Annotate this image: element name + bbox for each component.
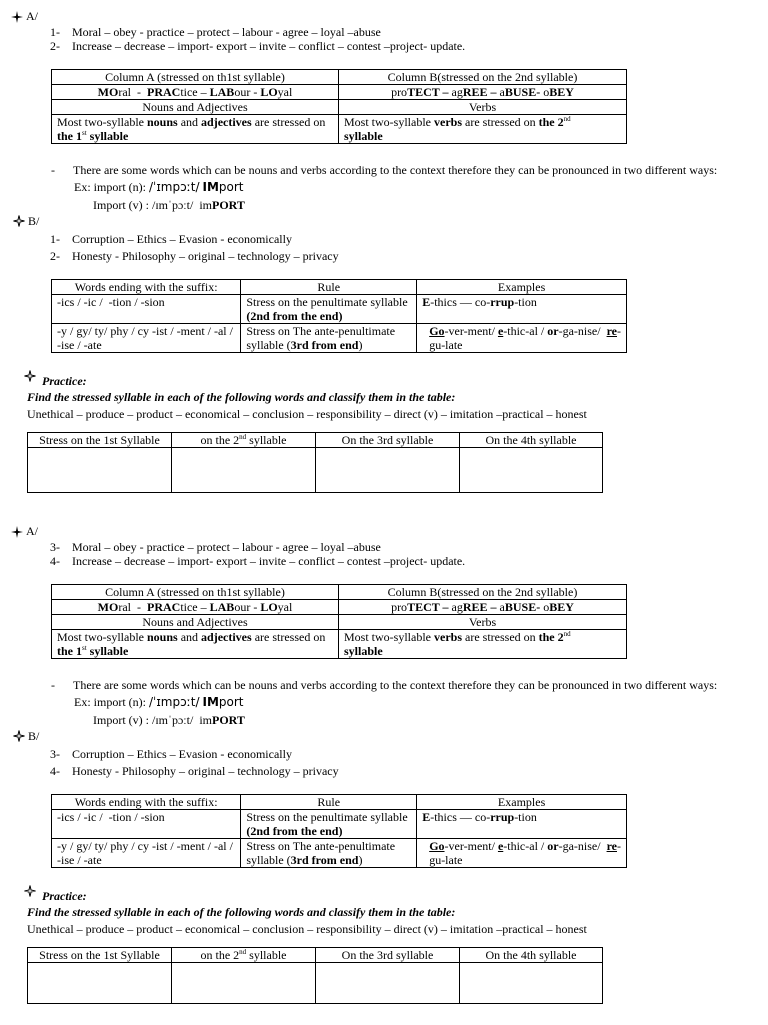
table-row <box>52 70 627 85</box>
list-item: 3- <box>50 540 60 554</box>
table-row <box>52 295 627 324</box>
four-point-star-outline-icon <box>24 370 36 382</box>
table-row <box>52 100 627 115</box>
list-item-text: Increase – decrease – import- export – invite – conflict – contest –project- update. <box>72 39 466 53</box>
column-a-words: MOral - PRACtice – LABour - LOyal <box>52 85 339 100</box>
category-label: Verbs <box>339 615 627 630</box>
table-header: On the 4th syllable <box>460 433 603 448</box>
rule-cell: Stress on The ante-penultimate syllable (3rd from end) <box>241 839 417 868</box>
practice-table <box>27 947 603 1004</box>
suffix-cell: -ics / -ic / -tion / -sion <box>52 810 241 839</box>
column-b-rule: Most two-syllable verbs are stressed on the 2nd syllable <box>339 115 627 144</box>
table-row <box>52 280 627 295</box>
table-row <box>52 839 627 868</box>
table-header: Words ending with the suffix: <box>52 795 241 810</box>
stress-columns-table <box>51 69 627 144</box>
stress-columns-table <box>51 584 627 659</box>
practice-instruction: Find the stressed syllable in each of the following words and classify them in the table: <box>27 905 456 919</box>
rule-cell: Stress on The ante-penultimate syllable (3rd from end) <box>241 324 417 353</box>
examples-cell: E-thics — co-rrup-tion <box>417 810 627 839</box>
table-header: Rule <box>241 795 417 810</box>
list-item: 3- <box>50 747 60 761</box>
four-point-star-outline-icon <box>24 885 36 897</box>
examples-cell: Go-ver-ment/ e-thic-al / or-ga-nise/ re-gu-late <box>417 839 627 868</box>
practice-words: Unethical – produce – product – economical – conclusion – responsibility – direct (v) – imitation –practical – honest <box>27 922 587 936</box>
example-noun: Ex: import (n): /ˈɪmpɔːt/ IMport <box>74 180 244 194</box>
answer-cell[interactable] <box>172 963 316 1004</box>
examples-cell: Go-ver-ment/ e-thic-al / or-ga-nise/ re-gu-late <box>417 324 627 353</box>
four-point-star-outline-icon <box>13 730 25 742</box>
table-row <box>52 85 627 100</box>
suffix-rules-table <box>51 794 627 868</box>
list-item: 2- <box>50 249 60 263</box>
list-item-text: Honesty - Philosophy – original – technology – privacy <box>72 249 339 263</box>
list-item-text: Honesty - Philosophy – original – technology – privacy <box>72 764 339 778</box>
table-row <box>52 585 627 600</box>
list-item-text: Increase – decrease – import- export – invite – conflict – contest –project- update. <box>72 554 466 568</box>
table-row <box>28 948 603 963</box>
table-header: On the 4th syllable <box>460 948 603 963</box>
suffix-rules-table <box>51 279 627 353</box>
note-text: There are some words which can be nouns and verbs according to the context therefore they can be pronounced in two different ways: <box>73 678 718 692</box>
column-b-words: proTECT – agREE – aBUSE- oBEY <box>339 600 627 615</box>
section-a-label: A/ <box>26 524 38 538</box>
answer-cell[interactable] <box>172 448 316 493</box>
category-label: Verbs <box>339 100 627 115</box>
practice-title: Practice: <box>42 889 87 903</box>
four-point-star-icon <box>11 11 23 23</box>
answer-cell[interactable] <box>316 963 460 1004</box>
column-a-words: MOral - PRACtice – LABour - LOyal <box>52 600 339 615</box>
table-header: Column A (stressed on th1st syllable) <box>52 585 339 600</box>
column-b-words: proTECT – agREE – aBUSE- oBEY <box>339 85 627 100</box>
four-point-star-outline-icon <box>13 215 25 227</box>
section-b-label: B/ <box>28 729 40 743</box>
table-row <box>52 795 627 810</box>
answer-cell[interactable] <box>316 448 460 493</box>
table-header: Column A (stressed on th1st syllable) <box>52 70 339 85</box>
example-verb: Import (v) : /ɪmˈpɔːt/ imPORT <box>93 198 245 212</box>
table-row <box>52 115 627 144</box>
rule-cell: Stress on the penultimate syllable (2nd from the end) <box>241 295 417 324</box>
table-row <box>28 963 603 1004</box>
rule-cell: Stress on the penultimate syllable (2nd from the end) <box>241 810 417 839</box>
answer-cell[interactable] <box>28 963 172 1004</box>
table-row <box>28 448 603 493</box>
practice-table <box>27 432 603 493</box>
table-header: Examples <box>417 795 627 810</box>
practice-instruction: Find the stressed syllable in each of the following words and classify them in the table: <box>27 390 456 404</box>
table-row <box>52 615 627 630</box>
list-item: 1- <box>50 25 60 39</box>
column-b-rule: Most two-syllable verbs are stressed on the 2nd syllable <box>339 630 627 659</box>
table-row <box>52 630 627 659</box>
answer-cell[interactable] <box>460 448 603 493</box>
suffix-cell: -y / gy/ ty/ phy / cy -ist / -ment / -al / -ise / -ate <box>52 839 241 868</box>
table-header: Stress on the 1st Syllable <box>28 948 172 963</box>
table-row <box>52 810 627 839</box>
list-item-text: Moral – obey - practice – protect – labour - agree – loyal –abuse <box>72 25 381 39</box>
suffix-cell: -y / gy/ ty/ phy / cy -ist / -ment / -al / -ise / -ate <box>52 324 241 353</box>
category-label: Nouns and Adjectives <box>52 100 339 115</box>
list-item-text: Corruption – Ethics – Evasion - economically <box>72 747 292 761</box>
note-text: There are some words which can be nouns and verbs according to the context therefore they can be pronounced in two different ways: <box>73 163 718 177</box>
worksheet-copy-2 <box>0 515 768 1025</box>
column-a-rule: Most two-syllable nouns and adjectives are stressed on the 1st syllable <box>52 115 339 144</box>
list-item: 1- <box>50 232 60 246</box>
section-a-label: A/ <box>26 9 38 23</box>
table-header: On the 3rd syllable <box>316 433 460 448</box>
example-noun: Ex: import (n): /ˈɪmpɔːt/ IMport <box>74 695 244 709</box>
table-header: Column B(stressed on the 2nd syllable) <box>339 585 627 600</box>
category-label: Nouns and Adjectives <box>52 615 339 630</box>
table-header: Rule <box>241 280 417 295</box>
table-header: Stress on the 1st Syllable <box>28 433 172 448</box>
worksheet-copy-1 <box>0 0 768 510</box>
practice-title: Practice: <box>42 374 87 388</box>
table-header: on the 2nd syllable <box>172 433 316 448</box>
answer-cell[interactable] <box>460 963 603 1004</box>
table-header: on the 2nd syllable <box>172 948 316 963</box>
answer-cell[interactable] <box>28 448 172 493</box>
list-item: 2- <box>50 39 60 53</box>
table-header: On the 3rd syllable <box>316 948 460 963</box>
list-item-text: Moral – obey - practice – protect – labour - agree – loyal –abuse <box>72 540 381 554</box>
table-row <box>28 433 603 448</box>
table-header: Examples <box>417 280 627 295</box>
section-b-label: B/ <box>28 214 40 228</box>
examples-cell: E-thics — co-rrup-tion <box>417 295 627 324</box>
note-dash: - <box>51 163 55 177</box>
suffix-cell: -ics / -ic / -tion / -sion <box>52 295 241 324</box>
list-item-text: Corruption – Ethics – Evasion - economically <box>72 232 292 246</box>
table-row <box>52 324 627 353</box>
table-header: Column B(stressed on the 2nd syllable) <box>339 70 627 85</box>
table-header: Words ending with the suffix: <box>52 280 241 295</box>
list-item: 4- <box>50 764 60 778</box>
table-row <box>52 600 627 615</box>
list-item: 4- <box>50 554 60 568</box>
four-point-star-icon <box>11 526 23 538</box>
example-verb: Import (v) : /ɪmˈpɔːt/ imPORT <box>93 713 245 727</box>
practice-words: Unethical – produce – product – economical – conclusion – responsibility – direct (v) – imitation –practical – honest <box>27 407 587 421</box>
note-dash: - <box>51 678 55 692</box>
column-a-rule: Most two-syllable nouns and adjectives are stressed on the 1st syllable <box>52 630 339 659</box>
